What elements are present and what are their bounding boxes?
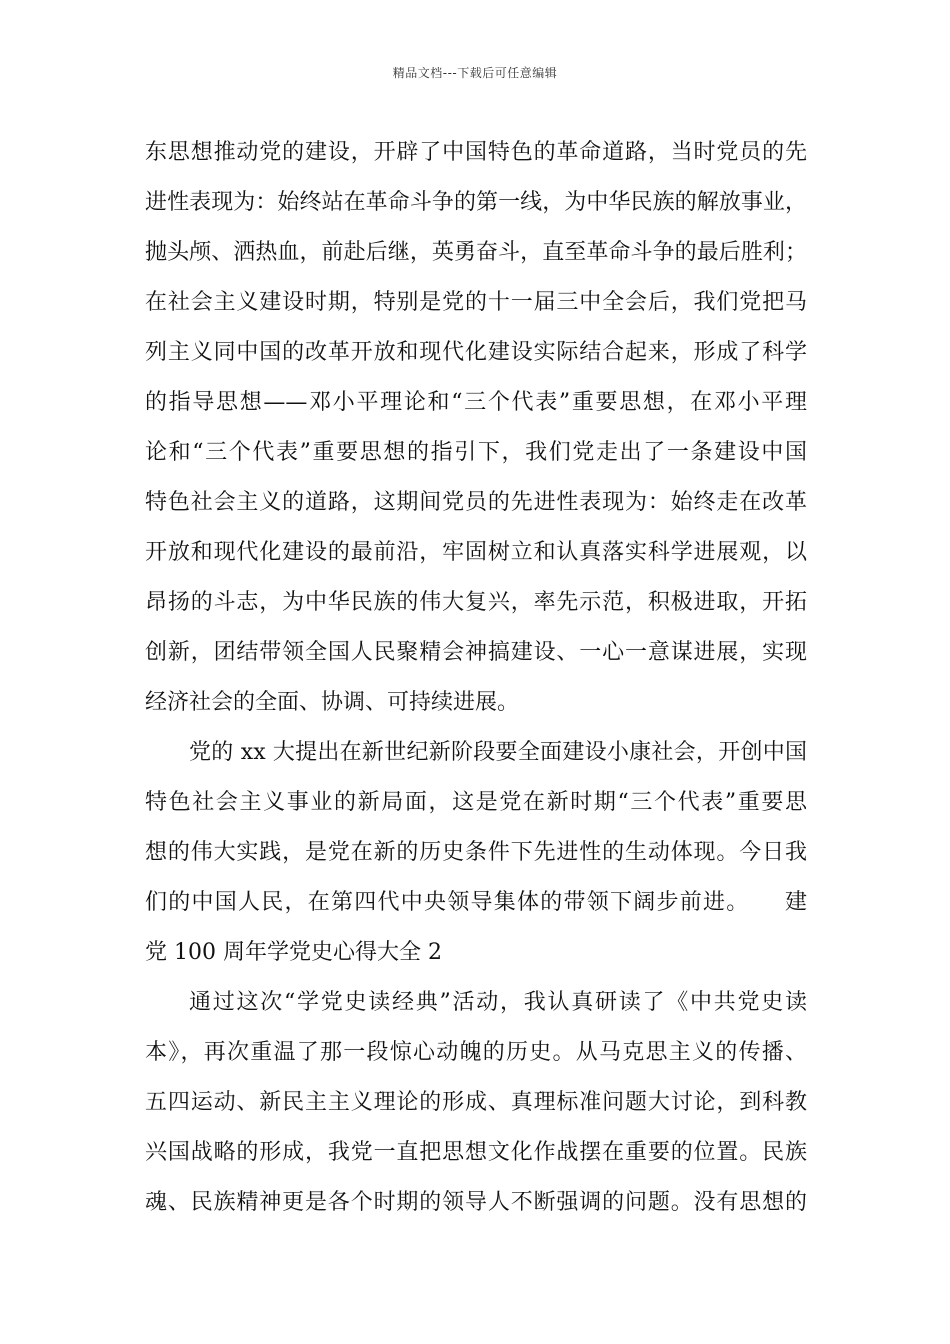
text-line: 本》，再次重温了那一段惊心动魄的历史。从马克思主义的传播、	[145, 1040, 807, 1065]
text-line: 特色社会主义事业的新局面，这是党在新时期“三个代表”重要思	[145, 790, 807, 815]
text-line: 论和“三个代表”重要思想的指引下，我们党走出了一条建设中国	[145, 440, 807, 465]
text-line: 魂、民族精神更是各个时期的领导人不断强调的问题。没有思想的	[145, 1190, 807, 1215]
text-line: 通过这次“学党史读经典”活动，我认真研读了《中共党史读	[189, 990, 807, 1015]
text-line: 开放和现代化建设的最前沿，牢固树立和认真落实科学进展观，以	[145, 540, 807, 565]
document-body	[145, 128, 807, 1228]
text-line: 五四运动、新民主主义理论的形成、真理标准问题大讨论，到科教	[145, 1090, 807, 1115]
text-line: 创新，团结带领全国人民聚精会神搞建设、一心一意谋进展，实现	[145, 640, 807, 665]
text-line: 昂扬的斗志，为中华民族的伟大复兴，率先示范，积极进取，开拓	[145, 590, 807, 615]
text-line: 想的伟大实践，是党在新的历史条件下先进性的生动体现。今日我	[145, 840, 807, 865]
page-header: 精品文档---下载后可任意编辑	[392, 66, 558, 80]
text-line: 东思想推动党的建设，开辟了中国特色的革命道路，当时党员的先	[145, 140, 807, 165]
text-line: 党 100 周年学党史心得大全 2	[145, 940, 442, 965]
text-line: 们的中国人民，在第四代中央领导集体的带领下阔步前进。 建	[145, 890, 807, 915]
text-line: 的指导思想——邓小平理论和“三个代表”重要思想，在邓小平理	[145, 390, 807, 415]
text-line: 在社会主义建设时期，特别是党的十一届三中全会后，我们党把马	[145, 290, 807, 315]
text-line: 特色社会主义的道路，这期间党员的先进性表现为：始终走在改革	[145, 490, 807, 515]
text-line: 列主义同中国的改革开放和现代化建设实际结合起来，形成了科学	[145, 340, 807, 365]
text-line: 兴国战略的形成，我党一直把思想文化作战摆在重要的位置。民族	[145, 1140, 807, 1165]
text-line: 抛头颅、洒热血，前赴后继，英勇奋斗，直至革命斗争的最后胜利；	[145, 240, 807, 265]
text-line: 经济社会的全面、协调、可持续进展。	[145, 690, 520, 715]
text-line: 进性表现为：始终站在革命斗争的第一线，为中华民族的解放事业，	[145, 190, 807, 215]
text-line: 党的 xx 大提出在新世纪新阶段要全面建设小康社会，开创中国	[189, 740, 807, 765]
